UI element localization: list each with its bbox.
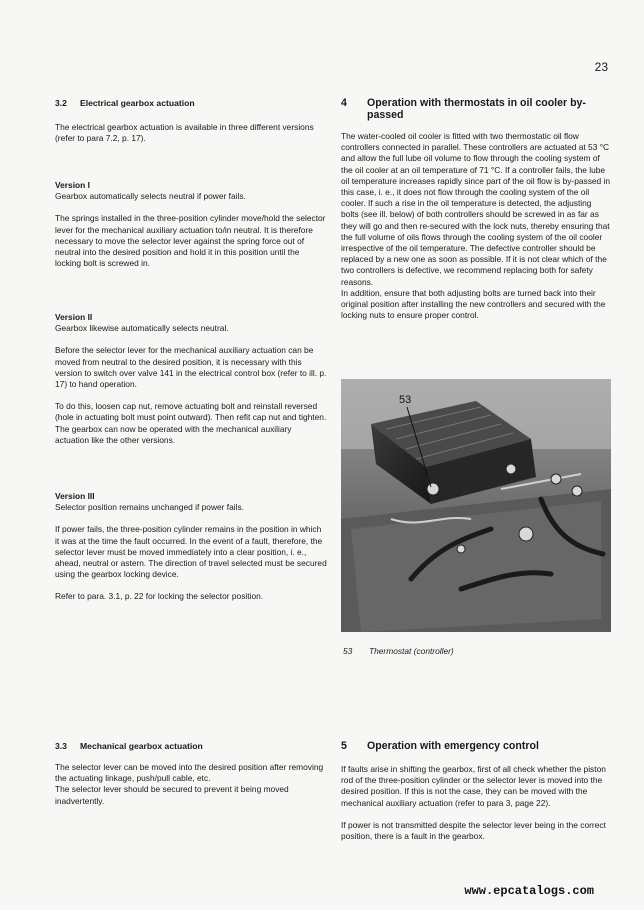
section-3-2-intro-block — [55, 122, 327, 144]
section-3-2-heading — [55, 98, 327, 108]
section-3-3-paragraph-2: The selector lever should be secured to prevent it being moved inadvertently. — [55, 784, 289, 806]
section-number: 3.2 — [55, 98, 67, 108]
section-title: Operation with emergency control — [367, 740, 539, 752]
section-number: 4 — [341, 97, 347, 109]
thermostat-photo — [341, 379, 611, 632]
photo-caption — [343, 646, 454, 656]
version-3-block — [55, 491, 327, 603]
section-3-2 — [55, 98, 327, 108]
version-1-heading: Version I — [55, 180, 90, 190]
section-3-2-intro: The electrical gearbox actuation is available in three different versions (refer to para 7.2, p. 17). — [55, 122, 314, 144]
section-number: 3.3 — [55, 741, 67, 751]
section-3-3-paragraph-1: The selector lever can be moved into the desired position after removing the actuating linkage, push/pull cable, etc. — [55, 762, 324, 784]
section-4-paragraph-2: In addition, ensure that both adjusting bolts are turned back into their original position after installing the new controllers and secured with the locking nuts to ensure proper control. — [341, 287, 606, 321]
version-2-line: Gearbox likewise automatically selects neutral. — [55, 323, 229, 334]
version-1-paragraph: The springs installed in the three-position cylinder move/hold the selector lever for the mechanical auxiliary actuation to/in neutral. It is therefore necessary to move the selector lever against the spring force out of neutral into the desired position and hold it in this position until the locking bolt is screwed in. — [55, 213, 326, 269]
section-4-heading — [341, 97, 611, 121]
caption-text: Thermostat (controller) — [369, 646, 454, 656]
section-4-paragraph-1: The water-cooled oil cooler is fitted with two thermostatic oil flow controllers connected in parallel. These controllers are actuated at 53 °C and allow the full lube oil volume to flow through the cooling system of the oil cooler at an oil temperature of 71 °C. If a controller fails, the lube oil temperature increases rapidly since part of the oil flow is by-passed in this case, i. e., it does not flow through the cooling system of the oil cooler. If such a rise in the oil temperature is detected, the adjusting bolts (see ill. below) of both controllers should be screwed in as far as they will go and then re-secured with the lock nuts, thereby ensuring that the full volume of oils flows through the cooling system of the oil cooler irrespective of the oil temperature. The defective controller should be replaced by a new one as soon as possible. If it is not clear which of the two controllers is defective, we recommend replacing both for safety reasons. — [341, 131, 611, 287]
section-4 — [341, 97, 611, 321]
section-5-paragraph-1: If faults arise in shifting the gearbox, first of all check whether the piston rod of the three-position cylinder or the selector lever is moved into the desired position. If this is not the case, they can be moved with the mechanical auxiliary actuation (refer to para 3, page 22). — [341, 764, 606, 808]
section-3-3 — [55, 741, 327, 807]
page-number: 23 — [594, 60, 608, 74]
version-1-line: Gearbox automatically selects neutral if power fails. — [55, 191, 246, 202]
version-3-heading: Version III — [55, 491, 95, 501]
section-5 — [341, 740, 611, 842]
section-5-heading — [341, 740, 611, 752]
section-number: 5 — [341, 740, 347, 752]
version-2-heading: Version II — [55, 312, 93, 322]
thermostat-illustration — [341, 379, 611, 632]
callout-label: 53 — [399, 394, 412, 406]
version-3-paragraph-2: Refer to para. 3.1, p. 22 for locking the selector position. — [55, 591, 264, 602]
section-title: Electrical gearbox actuation — [80, 98, 195, 108]
version-2-paragraph-1: Before the selector lever for the mechanical auxiliary actuation can be moved from neutral to the desired position, it is necessary with this version to switch over valve 141 in the electrical control box (refer to ill. p. 17) to hand operation. — [55, 345, 327, 390]
version-3-line: Selector position remains unchanged if power fails. — [55, 502, 245, 513]
section-5-paragraph-2: If power is not transmitted despite the selector lever being in the correct position, there is a fault in the gearbox. — [341, 819, 606, 842]
section-title: Mechanical gearbox actuation — [80, 741, 203, 751]
section-title: Operation with thermostats in oil cooler by-passed — [367, 97, 586, 121]
version-2-paragraph-2: To do this, loosen cap nut, remove actuating bolt and reinstall reversed (hole in actuating bolt must point outward). Then refit cap nut and tighten. The gearbox can now be operated with the mechanical auxiliary actuation like the other versions. — [55, 401, 327, 445]
version-3-paragraph-1: If power fails, the three-position cylinder remains in the position in which it was at the time the fault occurred. In the event of a fault, therefore, the selector lever must be moved immediately into a clear position, i. e., ahead, neutral or astern. The direction of travel selected must be secured using the gearbox locking device. — [55, 524, 327, 580]
section-3-3-heading — [55, 741, 327, 751]
version-1-block — [55, 180, 327, 269]
caption-number: 53 — [343, 646, 353, 656]
footer-watermark: www.epcatalogs.com — [464, 884, 594, 898]
version-2-block — [55, 312, 327, 446]
